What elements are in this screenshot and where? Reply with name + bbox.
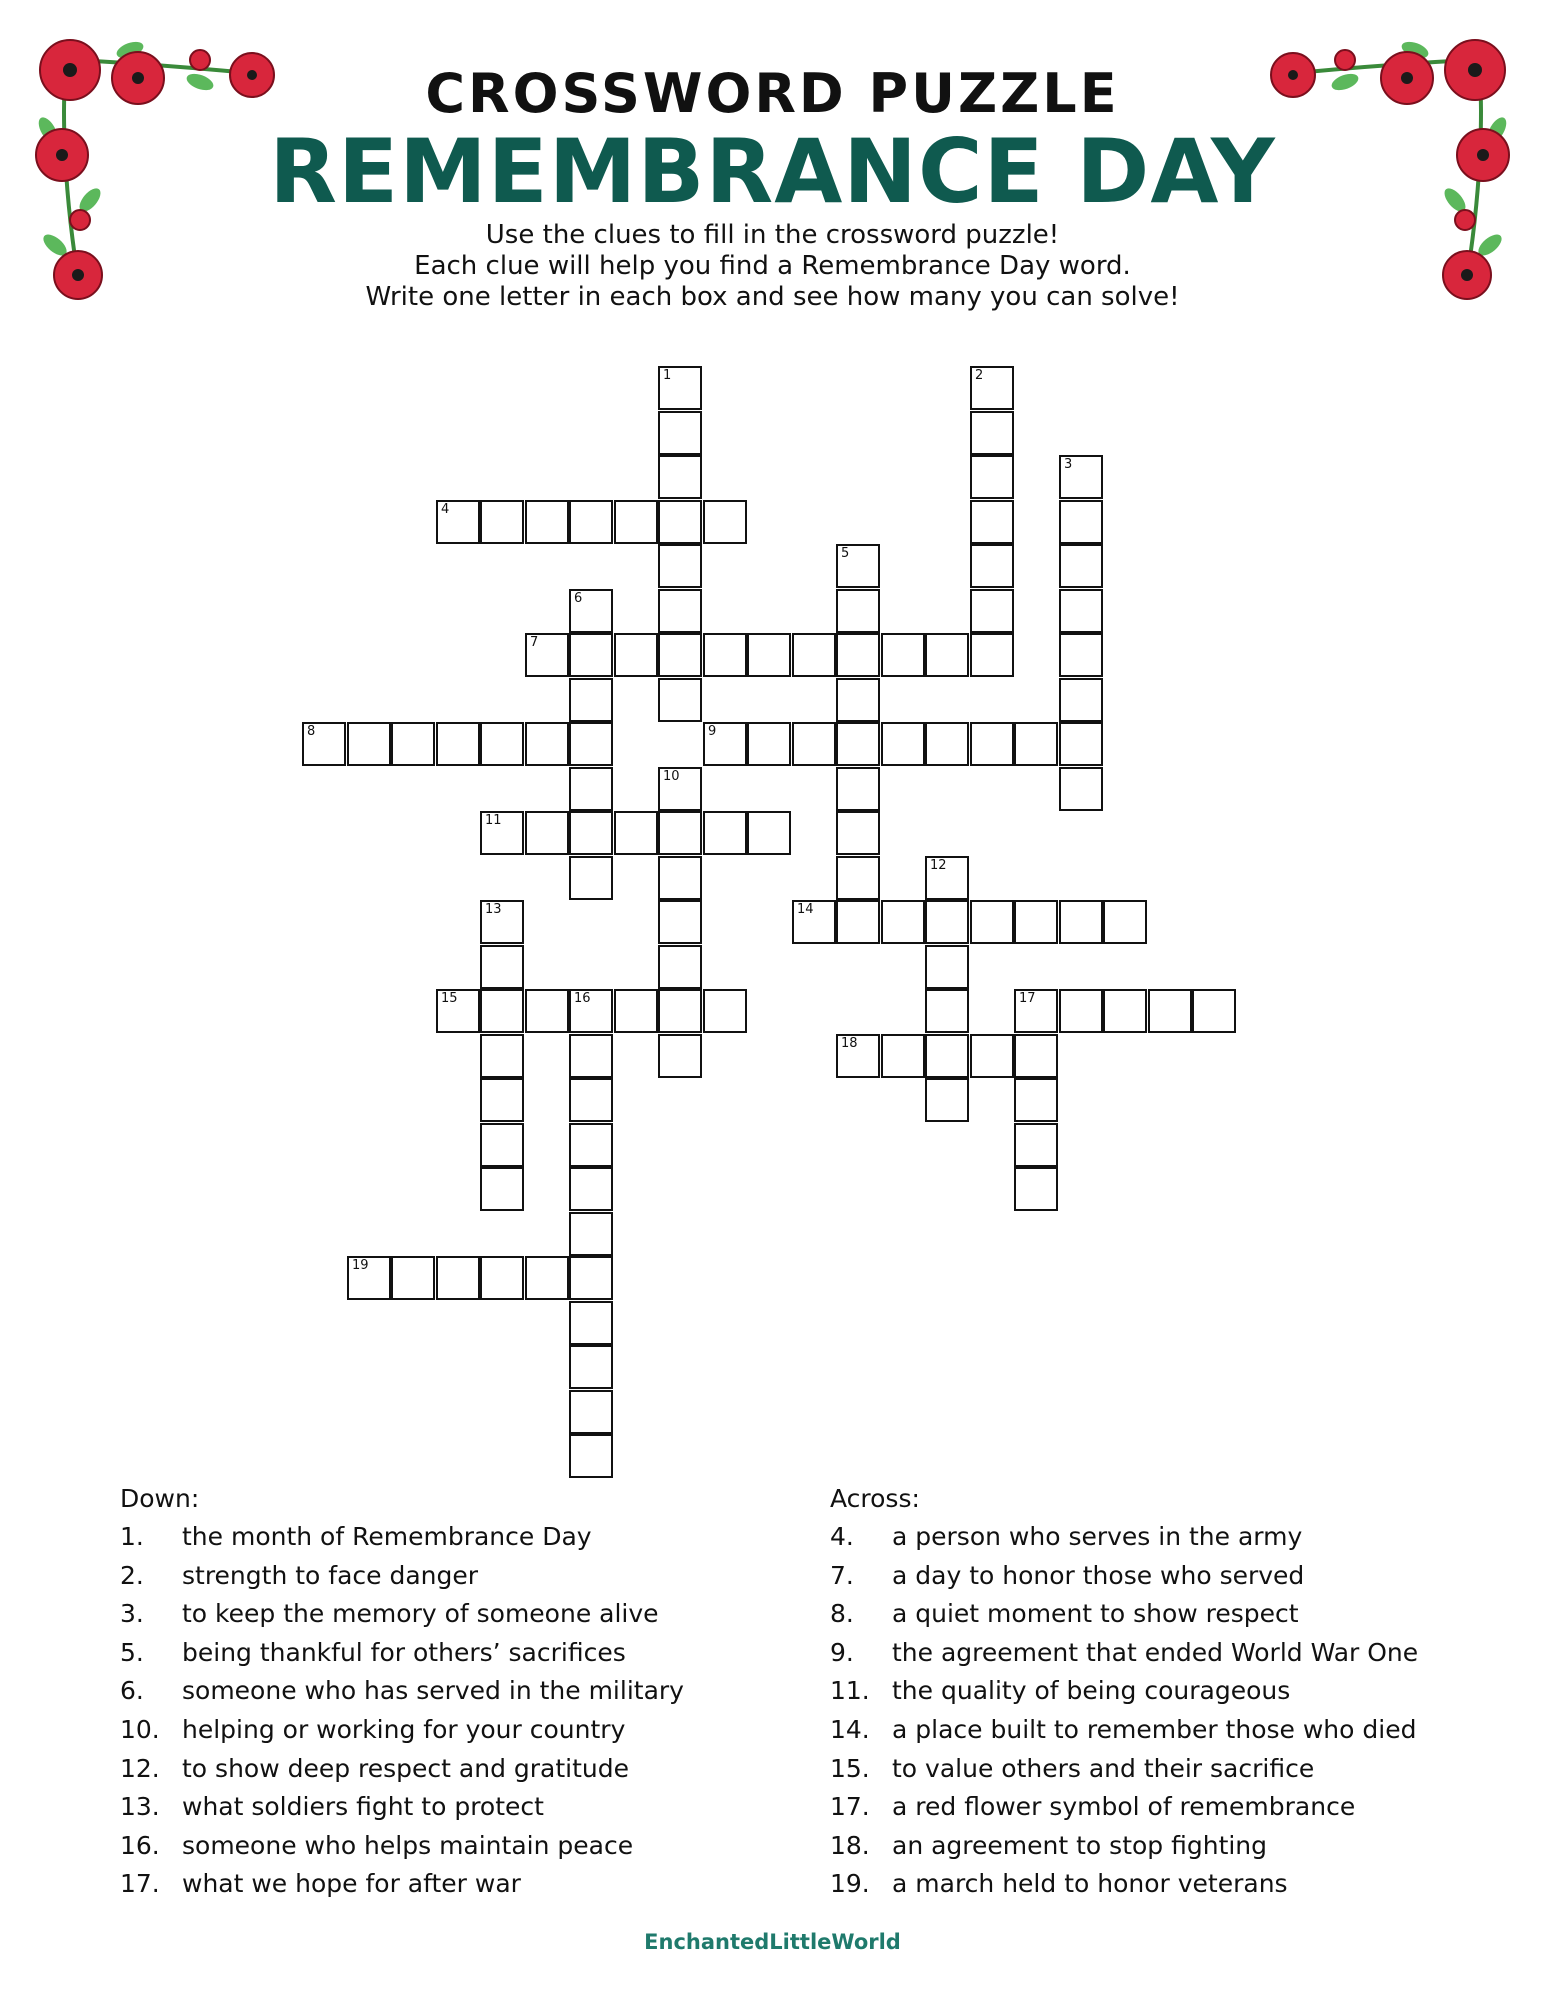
down-clue <box>120 1518 684 1557</box>
clue-number: 3 <box>1064 457 1073 472</box>
instruction-line: Write one letter in each box and see how many you can solve! <box>365 282 1180 312</box>
crossword-cell[interactable] <box>925 900 969 944</box>
crossword-cell[interactable] <box>525 633 569 677</box>
clue-text: being thankful for others’ sacrifices <box>182 1637 626 1667</box>
crossword-cell[interactable] <box>525 989 569 1033</box>
down-clue <box>120 1827 684 1866</box>
crossword-cell[interactable] <box>1059 500 1103 544</box>
crossword-cell[interactable] <box>836 722 880 766</box>
crossword-cell[interactable] <box>658 455 702 499</box>
crossword-cell[interactable] <box>1059 767 1103 811</box>
crossword-cell[interactable] <box>1148 989 1192 1033</box>
across-clue <box>830 1672 1418 1711</box>
crossword-cell[interactable] <box>881 633 925 677</box>
instruction-line: Use the clues to fill in the crossword puzzle! <box>485 220 1060 250</box>
crossword-cell[interactable] <box>480 1256 524 1300</box>
crossword-cell[interactable] <box>525 1256 569 1300</box>
crossword-cell[interactable] <box>747 811 791 855</box>
across-clue <box>830 1634 1418 1673</box>
crossword-cell[interactable] <box>1059 722 1103 766</box>
crossword-cell[interactable] <box>836 589 880 633</box>
across-clue <box>830 1788 1418 1827</box>
clue-number: 13 <box>485 902 502 917</box>
clue-text: strength to face danger <box>182 1560 479 1590</box>
crossword-cell[interactable] <box>925 989 969 1033</box>
clue-number: 7 <box>530 635 539 650</box>
clue-text: a march held to honor veterans <box>892 1869 1288 1899</box>
crossword-cell[interactable] <box>569 1390 613 1434</box>
across-clue <box>830 1865 1418 1904</box>
clue-number: 15 <box>441 991 458 1006</box>
clue-num: 15. <box>830 1753 870 1783</box>
crossword-cell[interactable] <box>569 1034 613 1078</box>
crossword-cell[interactable] <box>703 989 747 1033</box>
crossword-cell[interactable] <box>1059 589 1103 633</box>
across-clue <box>830 1518 1418 1557</box>
crossword-cell[interactable] <box>970 455 1014 499</box>
across-heading: Across: <box>830 1484 920 1513</box>
clue-number: 11 <box>485 813 502 828</box>
crossword-cell[interactable] <box>970 589 1014 633</box>
crossword-cell[interactable] <box>436 722 480 766</box>
crossword-cell[interactable] <box>1192 989 1236 1033</box>
crossword-cell[interactable] <box>569 1301 613 1345</box>
instruction-line: Each clue will help you find a Remembrance Day word. <box>414 251 1131 281</box>
crossword-cell[interactable] <box>836 767 880 811</box>
crossword-cell[interactable] <box>480 500 524 544</box>
crossword-cell[interactable] <box>480 989 524 1033</box>
crossword-cell[interactable] <box>614 500 658 544</box>
crossword-cell[interactable] <box>836 678 880 722</box>
clue-num: 17. <box>830 1792 870 1822</box>
clue-number: 12 <box>930 858 947 873</box>
crossword-cell[interactable] <box>970 544 1014 588</box>
crossword-cell[interactable] <box>1014 722 1058 766</box>
across-clue <box>830 1711 1418 1750</box>
across-clue <box>830 1750 1418 1789</box>
crossword-cell[interactable] <box>480 1034 524 1078</box>
crossword-cell[interactable] <box>391 722 435 766</box>
clue-num: 19. <box>830 1869 870 1899</box>
clue-num: 11. <box>830 1676 870 1706</box>
crossword-cell[interactable] <box>480 1078 524 1122</box>
crossword-cell[interactable] <box>569 811 613 855</box>
crossword-cell[interactable] <box>391 1256 435 1300</box>
crossword-cell[interactable] <box>1014 1123 1058 1167</box>
crossword-cell[interactable] <box>658 900 702 944</box>
crossword-cell[interactable] <box>881 1034 925 1078</box>
crossword-cell[interactable] <box>658 366 702 410</box>
down-clue <box>120 1634 684 1673</box>
clue-num: 9. <box>830 1637 854 1667</box>
crossword-cell[interactable] <box>881 900 925 944</box>
crossword-cell[interactable] <box>881 722 925 766</box>
page-title: CROSSWORD PUZZLE <box>425 62 1120 125</box>
down-clues <box>120 1480 684 1904</box>
down-clue <box>120 1672 684 1711</box>
clue-number: 4 <box>441 502 450 517</box>
crossword-cell[interactable] <box>1014 1078 1058 1122</box>
crossword-cell[interactable] <box>792 900 836 944</box>
crossword-cell[interactable] <box>658 678 702 722</box>
crossword-cell[interactable] <box>925 633 969 677</box>
crossword-cell[interactable] <box>658 811 702 855</box>
clue-text: someone who has served in the military <box>182 1676 684 1706</box>
clue-number: 8 <box>307 724 316 739</box>
clue-text: the quality of being courageous <box>892 1676 1291 1706</box>
clue-num: 7. <box>830 1560 854 1590</box>
clue-text: a red flower symbol of remembrance <box>892 1792 1356 1822</box>
crossword-cell[interactable] <box>1059 900 1103 944</box>
clue-number: 19 <box>352 1258 369 1273</box>
clue-num: 10. <box>120 1714 160 1744</box>
crossword-cell[interactable] <box>658 1034 702 1078</box>
clue-num: 1. <box>120 1522 144 1551</box>
crossword-cell[interactable] <box>436 1256 480 1300</box>
crossword-cell[interactable] <box>1059 678 1103 722</box>
crossword-cell[interactable] <box>525 811 569 855</box>
crossword-cell[interactable] <box>970 633 1014 677</box>
crossword-cell[interactable] <box>836 900 880 944</box>
crossword-cell[interactable] <box>925 945 969 989</box>
crossword-cell[interactable] <box>569 989 613 1033</box>
clue-text: the agreement that ended World War One <box>892 1637 1419 1667</box>
crossword-cell[interactable] <box>925 722 969 766</box>
clue-num: 6. <box>120 1676 144 1706</box>
crossword-cell[interactable] <box>792 633 836 677</box>
footer-brand: EnchantedLittleWorld <box>644 1930 901 1954</box>
clue-text: a place built to remember those who died <box>892 1714 1417 1744</box>
down-clue <box>120 1788 684 1827</box>
clue-number: 17 <box>1019 991 1036 1006</box>
crossword-cell[interactable] <box>302 722 346 766</box>
clue-number: 2 <box>975 368 984 383</box>
crossword-cell[interactable] <box>569 767 613 811</box>
crossword-cell[interactable] <box>836 1034 880 1078</box>
crossword-cell[interactable] <box>925 856 969 900</box>
crossword-cell[interactable] <box>970 366 1014 410</box>
crossword-cell[interactable] <box>970 722 1014 766</box>
crossword-cell[interactable] <box>1014 989 1058 1033</box>
crossword-cell[interactable] <box>658 856 702 900</box>
clue-text: someone who helps maintain peace <box>182 1830 634 1860</box>
clue-num: 17. <box>120 1869 160 1899</box>
clue-num: 4. <box>830 1522 854 1551</box>
clue-number: 16 <box>574 991 591 1006</box>
crossword-cell[interactable] <box>1014 1167 1058 1211</box>
crossword-cell[interactable] <box>480 811 524 855</box>
crossword-cell[interactable] <box>569 1434 613 1478</box>
crossword-cell[interactable] <box>970 900 1014 944</box>
crossword-cell[interactable] <box>703 811 747 855</box>
down-clue <box>120 1557 684 1596</box>
clue-text: a quiet moment to show respect <box>892 1599 1299 1629</box>
crossword-cell[interactable] <box>347 1256 391 1300</box>
crossword-cell[interactable] <box>480 900 524 944</box>
clue-number: 10 <box>663 769 680 784</box>
across-clues <box>830 1480 1418 1904</box>
instructions <box>0 220 1545 313</box>
clue-text: a day to honor those who served <box>892 1560 1305 1590</box>
crossword-cell[interactable] <box>569 678 613 722</box>
crossword-cell[interactable] <box>836 856 880 900</box>
clue-num: 13. <box>120 1792 160 1822</box>
crossword-cell[interactable] <box>436 989 480 1033</box>
crossword-cell[interactable] <box>525 722 569 766</box>
crossword-cell[interactable] <box>836 633 880 677</box>
crossword-cell[interactable] <box>703 500 747 544</box>
clue-number: 5 <box>841 546 850 561</box>
across-clue <box>830 1827 1418 1866</box>
crossword-cell[interactable] <box>569 1256 613 1300</box>
crossword-cell[interactable] <box>658 989 702 1033</box>
crossword-cell[interactable] <box>480 1167 524 1211</box>
clue-num: 14. <box>830 1714 870 1744</box>
crossword-cell[interactable] <box>569 722 613 766</box>
crossword-cell[interactable] <box>703 722 747 766</box>
crossword-cell[interactable] <box>569 589 613 633</box>
crossword-cell[interactable] <box>1059 455 1103 499</box>
crossword-cell[interactable] <box>925 1078 969 1122</box>
clue-text: a person who serves in the army <box>892 1522 1303 1551</box>
clue-text: helping or working for your country <box>182 1714 626 1744</box>
down-clue <box>120 1595 684 1634</box>
down-heading: Down: <box>120 1484 200 1513</box>
crossword-cell[interactable] <box>970 1034 1014 1078</box>
clue-num: 16. <box>120 1830 160 1860</box>
crossword-cell[interactable] <box>747 633 791 677</box>
crossword-cell[interactable] <box>836 544 880 588</box>
crossword-cell[interactable] <box>1103 989 1147 1033</box>
clue-text: what we hope for after war <box>182 1869 521 1899</box>
down-clue <box>120 1865 684 1904</box>
clue-num: 2. <box>120 1560 144 1590</box>
crossword-cell[interactable] <box>970 500 1014 544</box>
crossword-cell[interactable] <box>658 589 702 633</box>
crossword-cell[interactable] <box>569 500 613 544</box>
down-clue <box>120 1750 684 1789</box>
clue-num: 5. <box>120 1637 144 1667</box>
page-subtitle: REMEMBRANCE DAY <box>269 120 1276 223</box>
down-clue <box>120 1711 684 1750</box>
crossword-cell[interactable] <box>658 411 702 455</box>
crossword-cell[interactable] <box>836 811 880 855</box>
across-clue <box>830 1595 1418 1634</box>
clue-text: to keep the memory of someone alive <box>182 1599 659 1629</box>
crossword-cell[interactable] <box>970 411 1014 455</box>
clue-number: 14 <box>797 902 814 917</box>
clue-text: an agreement to stop fighting <box>892 1830 1268 1860</box>
crossword-cell[interactable] <box>658 500 702 544</box>
clue-text: to value others and their sacrifice <box>892 1753 1315 1783</box>
across-clue <box>830 1557 1418 1596</box>
clue-text: what soldiers fight to protect <box>182 1792 544 1822</box>
crossword-cell[interactable] <box>1059 633 1103 677</box>
clue-text: to show deep respect and gratitude <box>182 1753 630 1783</box>
clue-text: the month of Remembrance Day <box>182 1522 592 1551</box>
clue-number: 1 <box>663 368 672 383</box>
crossword-cell[interactable] <box>480 722 524 766</box>
crossword-cell[interactable] <box>658 945 702 989</box>
crossword-cell[interactable] <box>436 500 480 544</box>
crossword-cell[interactable] <box>925 1034 969 1078</box>
clue-number: 6 <box>574 591 583 606</box>
crossword-cell[interactable] <box>658 767 702 811</box>
crossword-cell[interactable] <box>614 633 658 677</box>
crossword-cell[interactable] <box>569 1345 613 1389</box>
crossword-cell[interactable] <box>480 945 524 989</box>
crossword-cell[interactable] <box>658 544 702 588</box>
crossword-cell[interactable] <box>569 633 613 677</box>
crossword-cell[interactable] <box>525 500 569 544</box>
clue-num: 3. <box>120 1599 144 1629</box>
crossword-cell[interactable] <box>703 633 747 677</box>
crossword-cell[interactable] <box>347 722 391 766</box>
clue-number: 9 <box>708 724 717 739</box>
clue-num: 8. <box>830 1599 854 1629</box>
crossword-cell[interactable] <box>792 722 836 766</box>
clue-num: 18. <box>830 1830 870 1860</box>
crossword-cell[interactable] <box>1059 544 1103 588</box>
crossword-cell[interactable] <box>569 1167 613 1211</box>
clue-num: 12. <box>120 1753 160 1783</box>
crossword-cell[interactable] <box>658 633 702 677</box>
crossword-cell[interactable] <box>1014 1034 1058 1078</box>
crossword-cell[interactable] <box>614 811 658 855</box>
crossword-cell[interactable] <box>1059 989 1103 1033</box>
crossword-cell[interactable] <box>747 722 791 766</box>
crossword-cell[interactable] <box>1014 900 1058 944</box>
crossword-cell[interactable] <box>569 1212 613 1256</box>
crossword-cell[interactable] <box>569 1078 613 1122</box>
crossword-cell[interactable] <box>614 989 658 1033</box>
clue-number: 18 <box>841 1036 858 1051</box>
crossword-cell[interactable] <box>480 1123 524 1167</box>
crossword-cell[interactable] <box>569 856 613 900</box>
crossword-cell[interactable] <box>1103 900 1147 944</box>
crossword-cell[interactable] <box>569 1123 613 1167</box>
